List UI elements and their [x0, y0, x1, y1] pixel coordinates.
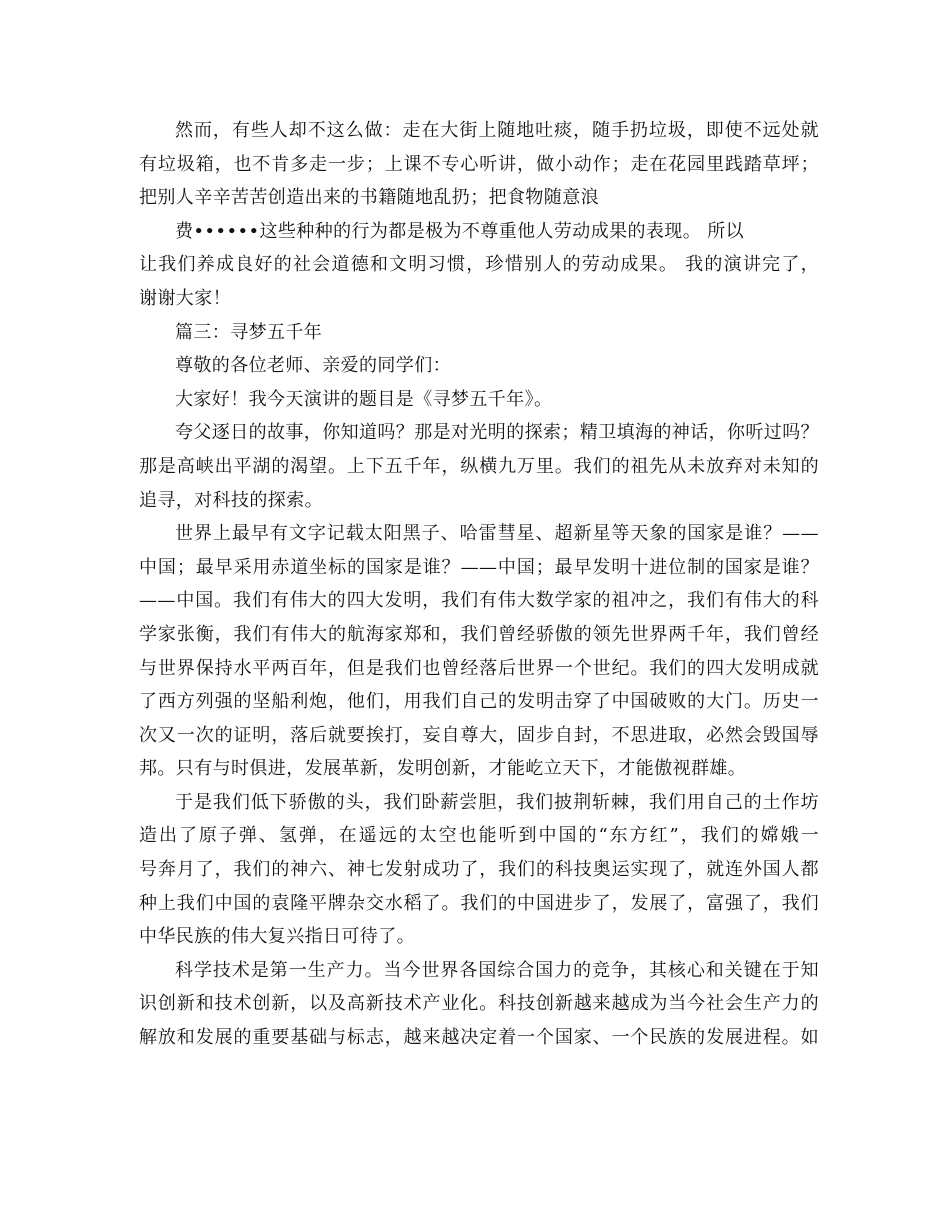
text-line: 夸父逐日的故事，你知道吗？那是对光明的探索；精卫填海的神话，你听过吗？ [175, 422, 819, 444]
text-line: 世界上最早有文字记载太阳黑子、哈雷彗星、超新星等天象的国家是谁？—— [175, 523, 819, 545]
text-line: 号奔月了，我们的神六、神七发射成功了，我们的科技奥运实现了，就连外国人都 [139, 859, 819, 881]
text-line: 篇三：寻梦五千年 [175, 321, 323, 343]
paragraph-ancestors-exploration [139, 416, 819, 517]
text-line: 于是我们低下骄傲的头，我们卧薪尝胆，我们披荆斩棘，我们用自己的土作坊 [175, 791, 819, 813]
speech-opening [139, 383, 819, 417]
text-line: 有垃圾箱，也不肯多走一步；上课不专心听讲，做小动作；走在花园里践踏草坪； [139, 153, 819, 175]
text-line: 那是高峡出平湖的渴望。上下五千年，纵横九万里。我们的祖先从未放弃对未知的 [139, 455, 819, 477]
text-line: 科学技术是第一生产力。当今世界各国综合国力的竞争，其核心和关键在于知 [175, 959, 819, 981]
text-line: 尊敬的各位老师、亲爱的同学们： [175, 355, 451, 377]
text-line: 造出了原子弹、氢弹，在遥远的太空也能听到中国的“东方红”，我们的嫦娥一 [139, 825, 819, 847]
text-line: 与世界保持水平两百年，但是我们也曾经落后世界一个世纪。我们的四大发明成就 [139, 657, 819, 679]
paragraph-science-technology [139, 954, 819, 1055]
text-line: 中国；最早采用赤道坐标的国家是谁？——中国；最早发明十进位制的国家是谁？ [139, 556, 819, 578]
text-line: 然而，有些人却不这么做：走在大街上随地吐痰，随手扔垃圾，即使不远处就 [175, 120, 819, 141]
text-line: 邦。只有与时俱进，发展革新，发明创新，才能屹立天下，才能傲视群雄。 [139, 758, 747, 780]
paragraph-china-firsts [139, 517, 819, 786]
text-line: 学家张衡，我们有伟大的航海家郑和，我们曾经骄傲的领先世界两千年，我们曾经 [139, 623, 819, 645]
text-line: 次又一次的证明，落后就要挨打，妄自尊大，固步自封，不思进取，必然会毁国辱 [139, 724, 819, 746]
text-line: 费••••••这些种种的行为都是极为不尊重他人劳动成果的表现。 所以 [175, 220, 745, 242]
text-line: 识创新和技术创新，以及高新技术产业化。科技创新越来越成为当今社会生产力的 [139, 993, 819, 1015]
text-line: 谢谢大家！ [139, 287, 231, 309]
paragraph-achievements [139, 786, 819, 954]
text-line: 把别人辛辛苦苦创造出来的书籍随地乱扔；把食物随意浪 [139, 187, 599, 209]
paragraph-speech-conclusion [139, 215, 819, 316]
text-line: 了西方列强的坚船利炮，他们，用我们自己的发明击穿了中国破败的大门。历史一 [139, 691, 819, 713]
text-line: 种上我们中国的袁隆平牌杂交水稻了。我们的中国进步了，发展了，富强了，我们 [139, 892, 819, 914]
salutation [139, 349, 819, 383]
text-line: 中华民族的伟大复兴指日可待了。 [139, 926, 415, 948]
section-heading [139, 316, 819, 350]
text-line: ——中国。我们有伟大的四大发明，我们有伟大数学家的祖冲之，我们有伟大的科 [139, 590, 819, 612]
text-line: 解放和发展的重要基础与标志，越来越决定着一个国家、一个民族的发展进程。如 [139, 1027, 819, 1049]
text-line: 追寻，对科技的探索。 [139, 489, 323, 511]
text-line: 让我们养成良好的社会道德和文明习惯，珍惜别人的劳动成果。 我的演讲完了， [139, 254, 819, 276]
document-page [139, 114, 819, 1055]
text-line: 大家好！我今天演讲的题目是《寻梦五千年》。 [175, 388, 553, 410]
paragraph-littering-behaviors [139, 114, 819, 215]
